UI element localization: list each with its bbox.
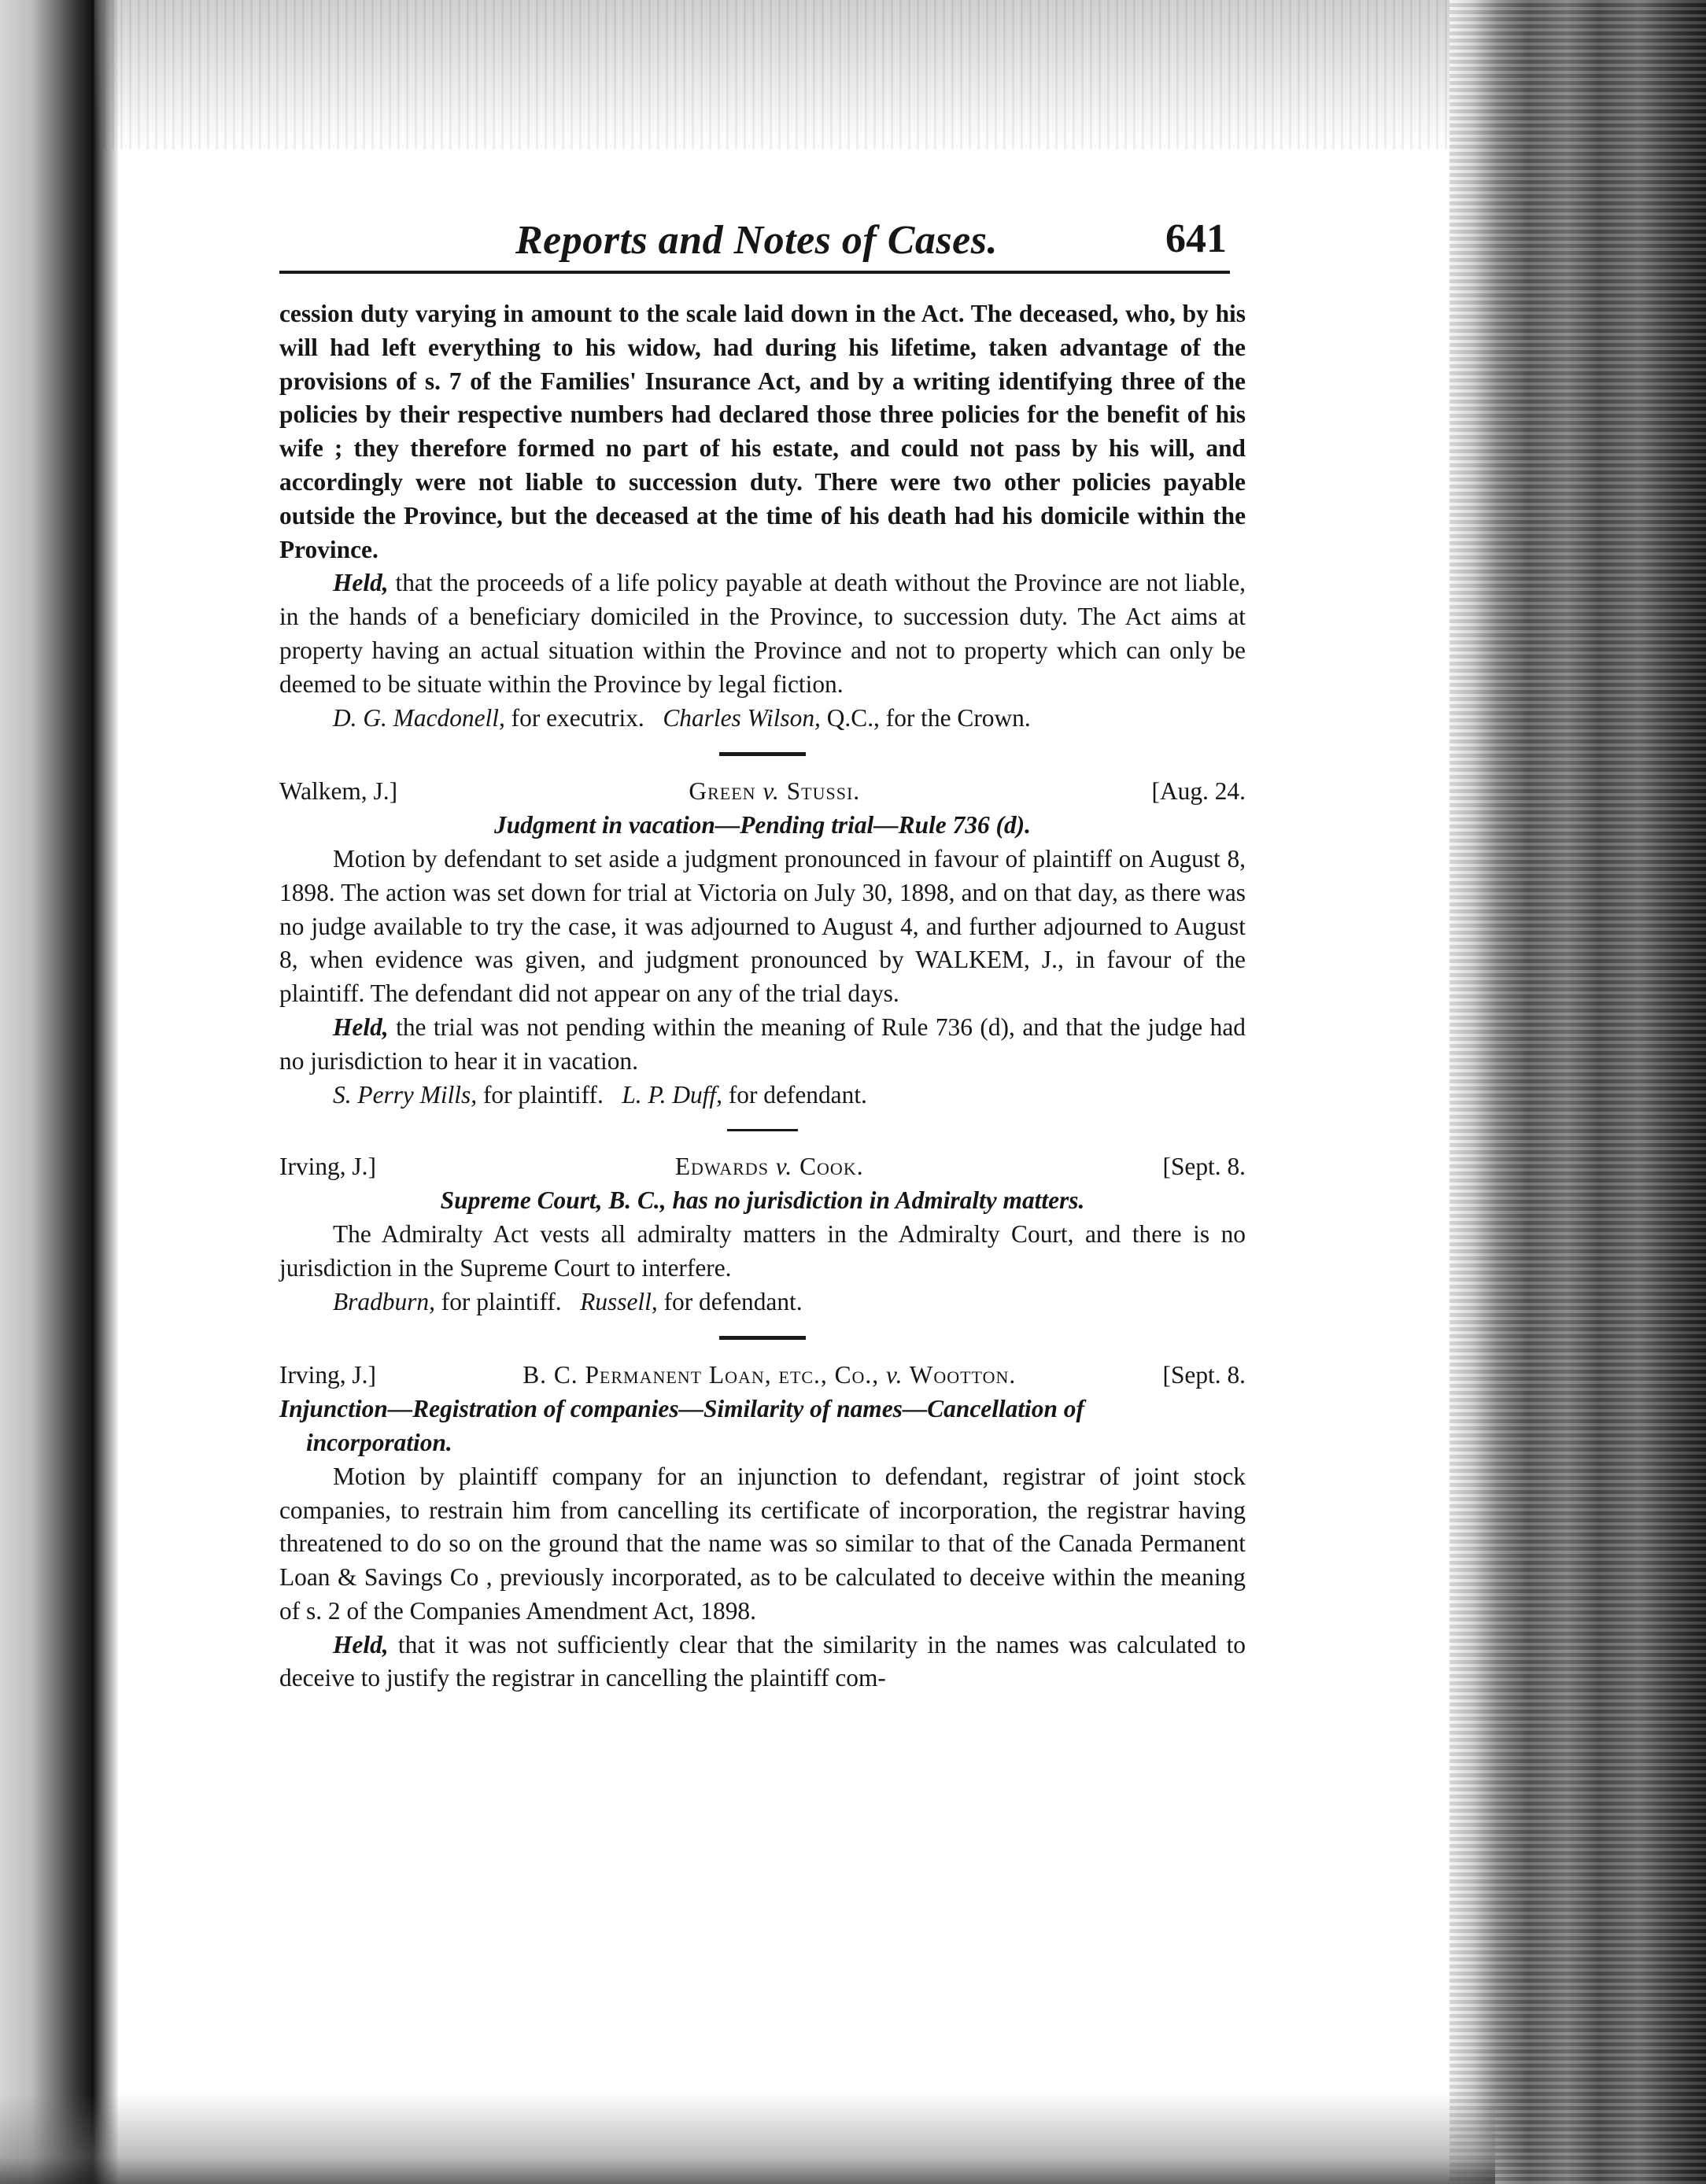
- judge-name: Irving, J.]: [279, 1361, 376, 1389]
- case-succession-duty: [279, 297, 1246, 735]
- scan-edge-top: [94, 0, 1550, 149]
- case-paragraph: cession duty varying in amount to the scale laid down in the Act. The deceased, who, by his will had left everything to his widow, had during his lifetime, taken advantage of the provisions of s. 7 of the Families' Insurance Act, and by a writing identifying three of the policies by their respective numbers had declared those three policies for the benefit of his wife ; they therefore formed no part of his estate, and could not pass by his will, and accordingly were not liable to succession duty. There were two other policies payable outside the Province, but the deceased at the time of his death had his domicile within the Province.: [279, 300, 1246, 563]
- catchline: Judgment in vacation—Pending trial—Rule 736 (d).: [494, 811, 1031, 839]
- party-defendant: Stussi.: [786, 777, 861, 806]
- counsel-line: [279, 1286, 1246, 1319]
- counsel-line: [279, 702, 1246, 736]
- counsel-name: L. P. Duff,: [622, 1080, 722, 1109]
- case-date: [Sept. 8.: [1162, 1153, 1246, 1181]
- running-title: Reports and Notes of Cases.: [515, 218, 998, 263]
- held-paragraph: [279, 566, 1246, 701]
- case-parties: [689, 775, 860, 809]
- scan-edge-left: [0, 0, 118, 2184]
- held-paragraph: [279, 1011, 1246, 1079]
- page-number: 641: [1165, 216, 1227, 261]
- case-green-v-stussi: [279, 775, 1246, 1112]
- case-parties: [675, 1150, 864, 1184]
- counsel-line: [279, 1079, 1246, 1112]
- section-divider: [719, 752, 806, 756]
- held-label: Held,: [333, 569, 389, 597]
- section-divider: [727, 1129, 798, 1131]
- case-paragraph: Motion by defendant to set aside a judgment pronounced in favour of plaintiff on August 8, 1898. The action was set down for trial at Victoria on July 30, 1898, and on that day, as there was no judge available to try the case, it was adjourned to August 4, and further adjourned to August 8, when evidence was given, and judgment pronounced by WALKEM, J., in favour of the plaintiff. The defendant did not appear on any of the trial days.: [279, 844, 1246, 1008]
- case-bc-permanent-loan-v-wootton: [279, 1359, 1246, 1695]
- case-heading: [279, 775, 1246, 809]
- judge-name: Walkem, J.]: [279, 777, 398, 806]
- scan-edge-bottom: [0, 2093, 1495, 2184]
- counsel-name: Bradburn,: [333, 1287, 435, 1315]
- counsel-name: Russell,: [580, 1287, 658, 1315]
- party-defendant: Cook.: [799, 1153, 864, 1181]
- counsel-role: Q.C., for the Crown.: [820, 703, 1031, 732]
- catchline-part: incorporation.: [306, 1428, 452, 1456]
- page-header: [279, 214, 1230, 274]
- case-heading: [279, 1150, 1246, 1184]
- page-body: [279, 297, 1246, 1695]
- versus: v.: [763, 777, 780, 806]
- party-defendant: Wootton.: [909, 1361, 1017, 1389]
- counsel-role: for defendant.: [657, 1287, 803, 1315]
- scan-edge-right: [1449, 0, 1706, 2184]
- held-label: Held,: [333, 1630, 389, 1658]
- versus: v.: [885, 1361, 903, 1389]
- case-parties: [523, 1359, 1016, 1393]
- held-label: Held,: [333, 1013, 389, 1041]
- counsel-role: for defendant.: [722, 1080, 867, 1109]
- catchline: Supreme Court, B. C., has no jurisdiction in Admiralty matters.: [440, 1186, 1085, 1215]
- catchline-part: Injunction—Registration of companies—Similarity of names—Cancellation of: [279, 1395, 1084, 1423]
- versus: v.: [775, 1153, 793, 1181]
- held-text: that it was not sufficiently clear that the similarity in the names was calculated to deceive to justify the registrar in cancelling the plaintiff com-: [279, 1630, 1246, 1692]
- held-text: the trial was not pending within the meaning of Rule 736 (d), and that the judge had no jurisdiction to hear it in vacation.: [279, 1013, 1246, 1075]
- judge-name: Irving, J.]: [279, 1153, 376, 1181]
- case-date: [Sept. 8.: [1162, 1361, 1246, 1389]
- counsel-name: Charles Wilson,: [663, 703, 821, 732]
- party-plaintiff: Green: [689, 777, 756, 806]
- counsel-role: for plaintiff.: [477, 1080, 604, 1109]
- case-paragraph: The Admiralty Act vests all admiralty matters in the Admiralty Court, and there is no jurisdiction in the Supreme Court to interfere.: [279, 1219, 1246, 1282]
- case-heading: [279, 1359, 1246, 1393]
- case-edwards-v-cook: [279, 1150, 1246, 1319]
- case-paragraph: Motion by plaintiff company for an injunction to defendant, registrar of joint stock companies, to restrain him from cancelling its certificate of incorporation, the registrar having threatened to do so on the ground that the name was so similar to that of the Canada Permanent Loan & Savings Co , previously incorporated, as to be calculated to deceive within the meaning of s. 2 of the Companies Amendment Act, 1898.: [279, 1462, 1246, 1625]
- party-plaintiff: Edwards: [674, 1153, 769, 1181]
- party-plaintiff: B. C. Permanent Loan, etc., Co.,: [523, 1361, 880, 1389]
- counsel-role: for executrix.: [504, 703, 644, 732]
- held-text: that the proceeds of a life policy payable at death without the Province are not liable, in the hands of a beneficiary domiciled in the Province, to succession duty. The Act aims at property having an actual situation within the Province and not to property which can only be deemed to be situate within the Province by legal fiction.: [279, 569, 1246, 698]
- case-date: [Aug. 24.: [1151, 777, 1246, 806]
- held-paragraph: [279, 1629, 1246, 1696]
- counsel-name: S. Perry Mills,: [333, 1080, 478, 1109]
- counsel-name: D. G. Macdonell,: [333, 703, 505, 732]
- counsel-role: for plaintiff.: [434, 1287, 562, 1315]
- catchline: [279, 1393, 1246, 1460]
- section-divider: [719, 1336, 806, 1340]
